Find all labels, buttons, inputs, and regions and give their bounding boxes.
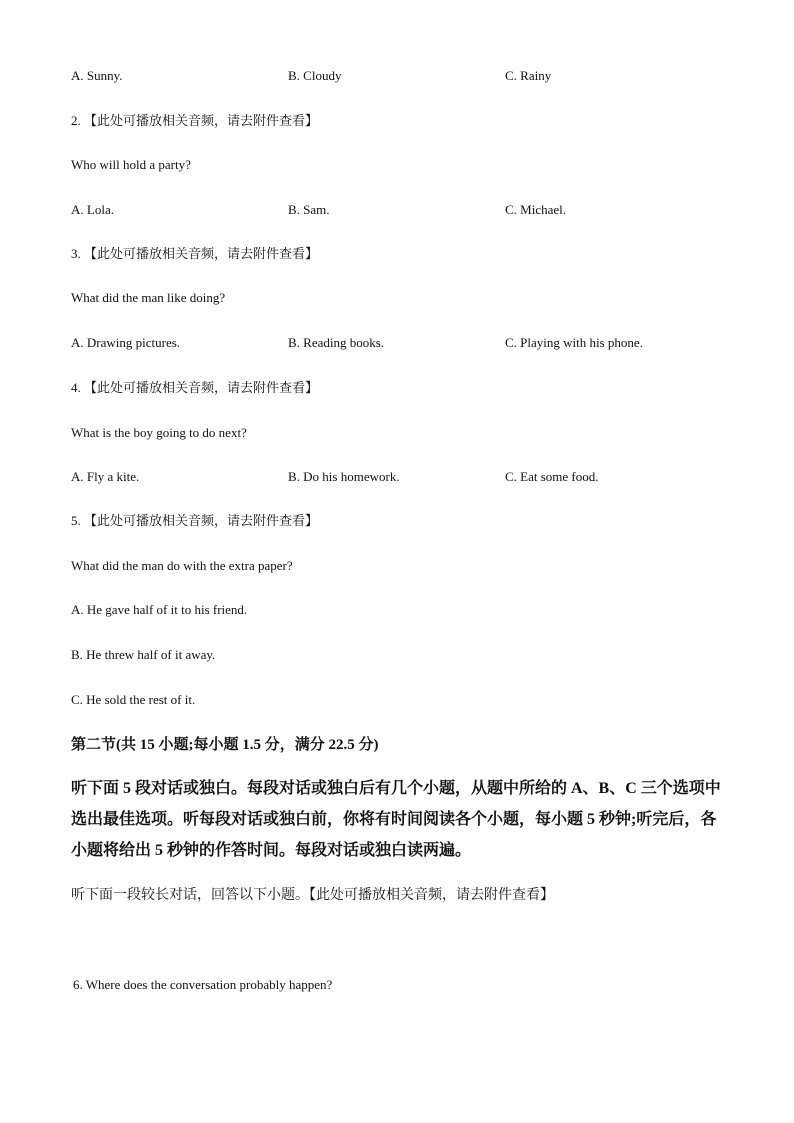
section2-instructions-line2: 选出最佳选项。听每段对话或独白前，你将有时间阅读各个小题，每小题 5 秒钟;听完后，各 <box>71 811 717 828</box>
q5-audio: 5. 【此处可播放相关音频，请去附件查看】 <box>71 513 319 528</box>
section2-instructions-line3: 小题将给出 5 秒钟的作答时间。每段对话或独白读两遍。 <box>71 842 472 859</box>
q5-option-c: C. He sold the rest of it. <box>71 692 196 707</box>
q3-option-b: B. Reading books. <box>288 335 385 350</box>
q1-option-a: A. Sunny. <box>71 68 123 83</box>
q3-option-a: A. Drawing pictures. <box>71 335 181 350</box>
q5-option-a: A. He gave half of it to his friend. <box>71 602 248 617</box>
q4-option-b: B. Do his homework. <box>288 469 400 484</box>
q2-option-c: C. Michael. <box>505 202 567 217</box>
q5-option-b: B. He threw half of it away. <box>71 647 216 662</box>
q1-option-c: C. Rainy <box>505 68 552 83</box>
q3-question: What did the man like doing? <box>71 290 226 305</box>
q2-option-b: B. Sam. <box>288 202 330 217</box>
section2-heading: 第二节(共 15 小题;每小题 1.5 分，满分 22.5 分) <box>71 737 379 753</box>
q2-option-a: A. Lola. <box>71 202 114 217</box>
q4-option-c: C. Eat some food. <box>505 469 599 484</box>
q6-question: 6. Where does the conversation probably happen? <box>73 977 333 992</box>
section2-instructions-line1: 听下面 5 段对话或独白。每段对话或独白后有几个小题，从题中所给的 A、B、C 三个选项中 <box>71 780 721 797</box>
q3-option-c: C. Playing with his phone. <box>505 335 643 350</box>
dialogue-intro: 听下面一段较长对话，回答以下小题。【此处可播放相关音频，请去附件查看】 <box>71 888 554 903</box>
q2-question: Who will hold a party? <box>71 157 191 172</box>
q1-option-b: B. Cloudy <box>288 68 342 83</box>
q2-audio: 2. 【此处可播放相关音频，请去附件查看】 <box>71 113 319 128</box>
q4-question: What is the boy going to do next? <box>71 425 247 440</box>
q5-question: What did the man do with the extra paper? <box>71 558 293 573</box>
q4-option-a: A. Fly a kite. <box>71 469 140 484</box>
q3-audio: 3. 【此处可播放相关音频，请去附件查看】 <box>71 246 319 261</box>
q4-audio: 4. 【此处可播放相关音频，请去附件查看】 <box>71 380 319 395</box>
